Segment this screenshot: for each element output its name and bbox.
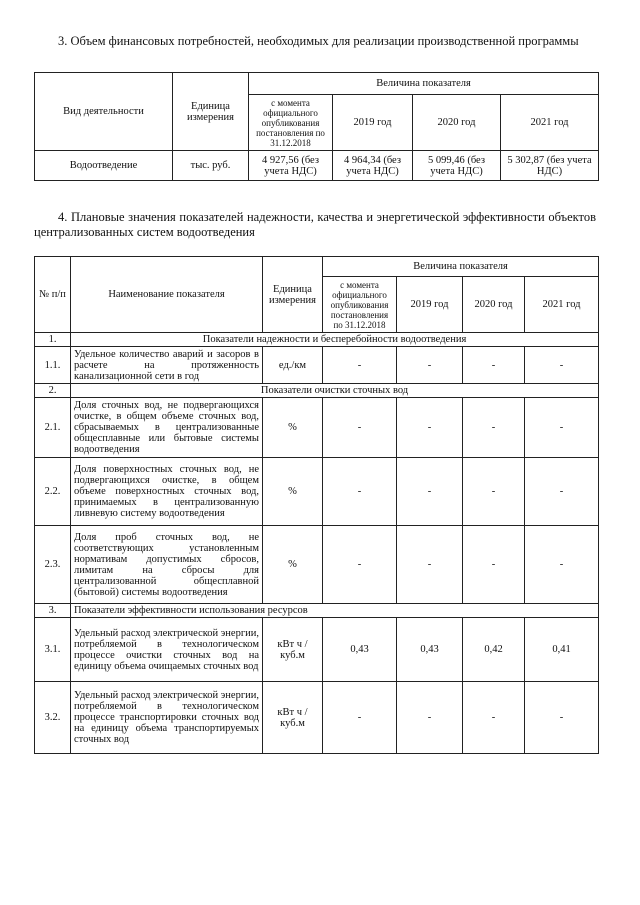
row-value: -	[463, 682, 525, 754]
row-value: 0,42	[463, 618, 525, 682]
row-value: -	[323, 682, 397, 754]
row-value: 0,43	[397, 618, 463, 682]
row-value: -	[463, 526, 525, 604]
group-num: 3.	[35, 604, 71, 618]
row-value: -	[463, 347, 525, 384]
row-name: Удельный расход электрической энергии, потребляемой в технологическом процессе очистки сточных вод на единицу объема очищаемых сточных вод	[71, 618, 263, 682]
financial-needs-table	[34, 72, 599, 181]
header-magnitude: Величина показателя	[249, 73, 599, 95]
row-value: 0,41	[525, 618, 599, 682]
row-value: -	[397, 526, 463, 604]
row-value: -	[323, 526, 397, 604]
row-name: Удельное количество аварий и засоров в расчете на протяженность канализационной сети в год	[71, 347, 263, 384]
header-period-1: 2019 год	[397, 277, 463, 333]
row-value: -	[397, 682, 463, 754]
row-name: Доля сточных вод, не подвергающихся очистке, в общем объеме сточных вод, сбрасываемых в централизованные общесплавные или бытовые системы водоотведения	[71, 398, 263, 458]
header-magnitude: Величина показателя	[323, 257, 599, 277]
header-period-3: 2021 год	[501, 95, 599, 151]
header-period-0: с момента официального опубликования постановления по 31.12.2018	[323, 277, 397, 333]
row-value: -	[463, 458, 525, 526]
row-value: -	[525, 682, 599, 754]
header-period-0: с момента официального опубликования постановления по 31.12.2018	[249, 95, 333, 151]
group-title: Показатели надежности и бесперебойности водоотведения	[71, 333, 599, 347]
group-title: Показатели эффективности использования ресурсов	[71, 604, 599, 618]
row-unit: %	[263, 398, 323, 458]
row-value: -	[525, 347, 599, 384]
row-value: -	[323, 458, 397, 526]
row-num: 2.1.	[35, 398, 71, 458]
row-value: -	[397, 458, 463, 526]
row-value-0: 4 927,56 (без учета НДС)	[249, 151, 333, 181]
indicators-table	[34, 256, 599, 754]
row-name: Доля проб сточных вод, не соответствующих установленным нормативам допустимых сбросов, лимитам на сбросы для централизованной общесплавной (бытовой) системы водоотведения	[71, 526, 263, 604]
row-unit: кВт ч /куб.м	[263, 682, 323, 754]
row-value: -	[323, 347, 397, 384]
row-value: -	[463, 398, 525, 458]
group-title: Показатели очистки сточных вод	[71, 384, 599, 398]
header-unit: Единица измерения	[173, 73, 249, 151]
header-activity: Вид деятельности	[35, 73, 173, 151]
row-name: Доля поверхностных сточных вод, не подвергающихся очистке, в общем объеме поверхностных сточных вод, принимаемых в централизованную ливневую систему водоотведения	[71, 458, 263, 526]
row-unit: %	[263, 526, 323, 604]
row-value: -	[525, 526, 599, 604]
row-value-3: 5 302,87 (без учета НДС)	[501, 151, 599, 181]
row-num: 3.2.	[35, 682, 71, 754]
row-value: -	[397, 398, 463, 458]
section4-heading: 4. Плановые значения показателей надежности, качества и энергетической эффективности объектов централизованных систем водоотведения	[34, 210, 596, 239]
row-unit: тыс. руб.	[173, 151, 249, 181]
header-num: № п/п	[35, 257, 71, 333]
row-num: 2.2.	[35, 458, 71, 526]
group-num: 2.	[35, 384, 71, 398]
row-value-1: 4 964,34 (без учета НДС)	[333, 151, 413, 181]
row-num: 3.1.	[35, 618, 71, 682]
row-value: -	[397, 347, 463, 384]
row-activity: Водоотведение	[35, 151, 173, 181]
row-name: Удельный расход электрической энергии, потребляемой в технологическом процессе транспортировки сточных вод на единицу объема транспортируемых сточных вод	[71, 682, 263, 754]
row-num: 1.1.	[35, 347, 71, 384]
row-unit: %	[263, 458, 323, 526]
row-unit: кВт ч /куб.м	[263, 618, 323, 682]
header-name: Наименование показателя	[71, 257, 263, 333]
header-period-3: 2021 год	[525, 277, 599, 333]
row-value: -	[525, 398, 599, 458]
header-period-2: 2020 год	[413, 95, 501, 151]
row-value: -	[323, 398, 397, 458]
group-num: 1.	[35, 333, 71, 347]
row-num: 2.3.	[35, 526, 71, 604]
header-period-1: 2019 год	[333, 95, 413, 151]
header-period-2: 2020 год	[463, 277, 525, 333]
header-unit: Единица измерения	[263, 257, 323, 333]
row-value: -	[525, 458, 599, 526]
section3-heading: 3. Объем финансовых потребностей, необходимых для реализации производственной программы	[58, 34, 579, 48]
row-value-2: 5 099,46 (без учета НДС)	[413, 151, 501, 181]
row-unit: ед./км	[263, 347, 323, 384]
row-value: 0,43	[323, 618, 397, 682]
